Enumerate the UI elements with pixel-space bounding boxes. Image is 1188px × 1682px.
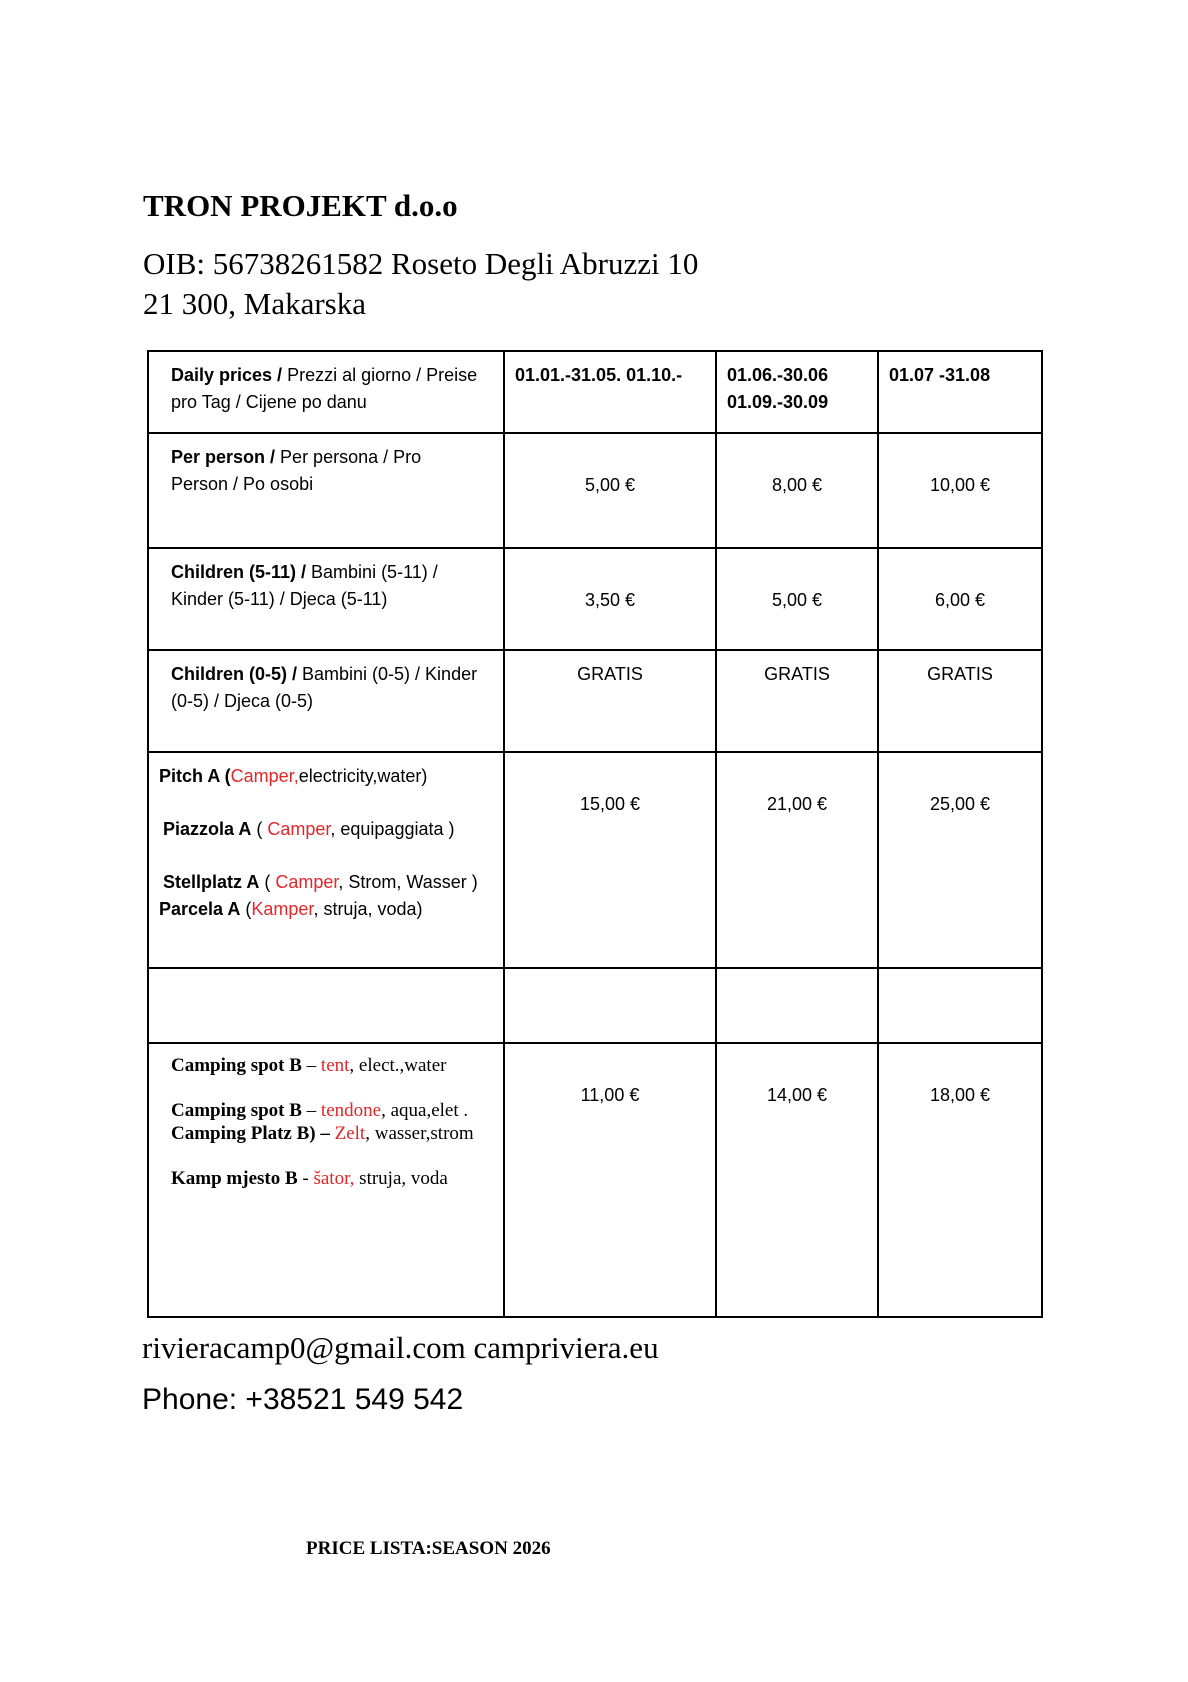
empty-cell [504, 968, 716, 1043]
contact-email-website: rivieracamp0@gmail.com campriviera.eu [142, 1330, 659, 1365]
per-person-price-1: 5,00 € [504, 433, 716, 548]
pitch-a-price-1: 15,00 € [504, 752, 716, 968]
company-name: TRON PROJEKT d.o.o [143, 188, 458, 223]
children-5-11-price-1: 3,50 € [504, 548, 716, 650]
children-0-5-label: Children (0-5) / Bambini (0-5) / Kinder (0-5) / Djeca (0-5) [148, 650, 504, 752]
per-person-price-2: 8,00 € [716, 433, 878, 548]
contact-phone: Phone: +38521 549 542 [142, 1383, 464, 1416]
per-person-price-3: 10,00 € [878, 433, 1042, 548]
header-period-2: 01.06.-30.06 01.09.-30.09 [716, 351, 878, 433]
camping-b-price-1: 11,00 € [504, 1043, 716, 1317]
children-5-11-price-2: 5,00 € [716, 548, 878, 650]
empty-cell [878, 968, 1042, 1043]
header-period-1: 01.01.-31.05. 01.10.- [504, 351, 716, 433]
empty-cell [148, 968, 504, 1043]
children-0-5-price-3: GRATIS [878, 650, 1042, 752]
pitch-a-price-2: 21,00 € [716, 752, 878, 968]
camping-b-line-de: Camping Platz B) – Zelt, wasser,strom [171, 1123, 474, 1144]
table-row-per-person [148, 433, 1042, 548]
table-row-camping-b [148, 1043, 1042, 1317]
address-line-2: 21 300, Makarska [143, 286, 366, 321]
table-row-empty [148, 968, 1042, 1043]
per-person-label: Per person / Per persona / Pro Person / Po osobi [148, 433, 504, 548]
table-row-children-5-11 [148, 548, 1042, 650]
pitch-a-line-en: Pitch A (Camper,electricity,water) [159, 766, 428, 786]
camping-b-label [148, 1043, 504, 1317]
children-0-5-price-1: GRATIS [504, 650, 716, 752]
camping-b-line-it: Camping spot B – tendone, aqua,elet . [171, 1100, 469, 1121]
camping-b-price-2: 14,00 € [716, 1043, 878, 1317]
camping-b-line-hr: Kamp mjesto B - šator, struja, voda [171, 1168, 448, 1189]
pitch-a-line-it: Piazzola A ( Camper, equipaggiata ) [163, 819, 455, 839]
pitch-a-line-hr: Parcela A (Kamper, struja, voda) [159, 899, 423, 919]
header-label-cell: Daily prices / Prezzi al giorno / Preise pro Tag / Cijene po danu [148, 351, 504, 433]
camping-b-line-en: Camping spot B – tent, elect.,water [171, 1055, 447, 1076]
pitch-a-label [148, 752, 504, 968]
season-label: PRICE LISTA:SEASON 2026 [306, 1538, 551, 1559]
pitch-a-line-de: Stellplatz A ( Camper, Strom, Wasser ) [163, 872, 478, 892]
camping-b-price-3: 18,00 € [878, 1043, 1042, 1317]
price-table [147, 350, 1043, 1318]
company-address [143, 244, 698, 324]
address-line-1: OIB: 56738261582 Roseto Degli Abruzzi 10 [143, 246, 699, 281]
children-5-11-price-3: 6,00 € [878, 548, 1042, 650]
table-row-pitch-a [148, 752, 1042, 968]
children-5-11-label: Children (5-11) / Bambini (5-11) / Kinder (5-11) / Djeca (5-11) [148, 548, 504, 650]
table-row-children-0-5 [148, 650, 1042, 752]
table-header-row [148, 351, 1042, 433]
empty-cell [716, 968, 878, 1043]
children-0-5-price-2: GRATIS [716, 650, 878, 752]
pitch-a-price-3: 25,00 € [878, 752, 1042, 968]
header-period-3: 01.07 -31.08 [878, 351, 1042, 433]
